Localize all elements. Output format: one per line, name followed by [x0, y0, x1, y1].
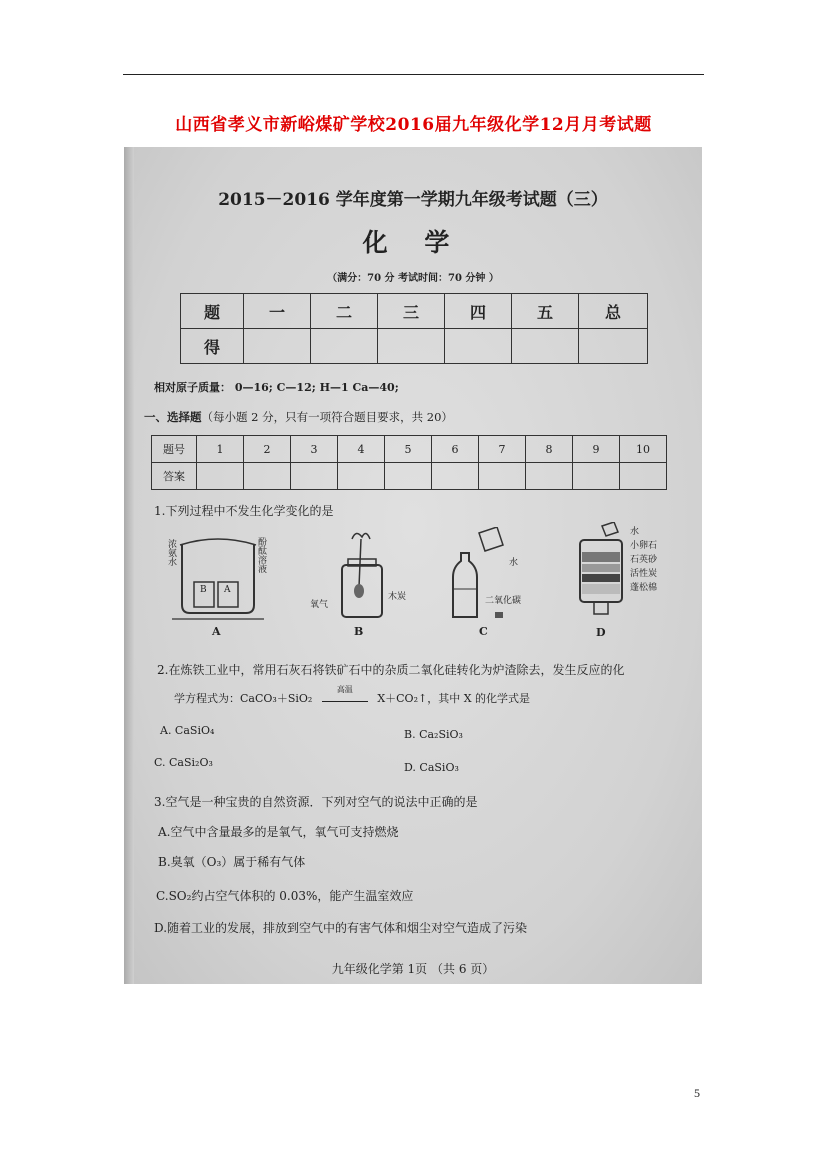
fig-c-label: C	[479, 625, 488, 638]
answer-table	[151, 435, 667, 490]
exam-page-footer: 九年级化学第 1页 （共 6 页）	[331, 962, 495, 976]
score-cell: 总	[579, 294, 648, 329]
question-2-line-1: 2.在炼铁工业中，常用石灰石将铁矿石中的杂质二氧化硅转化为炉渣除去，发生反应的化	[157, 663, 625, 677]
fig-d-item: 石英砂	[630, 555, 658, 565]
exam-photo	[124, 147, 702, 984]
q2-option-a: A. CaSiO₄	[160, 724, 215, 737]
exam-info: （满分：70 分 考试时间：70 分钟 ）	[327, 273, 499, 284]
answer-cell: 8	[526, 436, 573, 463]
header-rule	[123, 74, 704, 75]
answer-blank	[197, 463, 244, 490]
fig-d-item: 蓬松棉	[630, 583, 658, 593]
q2-option-b: B. Ca₂SiO₃	[404, 728, 463, 741]
q2-option-d: D. CaSiO₃	[404, 761, 459, 774]
question-2-line-2	[174, 685, 531, 706]
score-cell: 得	[181, 329, 244, 364]
document-title: 山西省孝义市新峪煤矿学校2016届九年级化学12月月考试题	[175, 115, 652, 135]
question-1: 1.下列过程中不发生化学变化的是	[154, 504, 334, 518]
q3-option-d: D.随着工业的发展，排放到空气中的有害气体和烟尘对空气造成了污染	[154, 921, 528, 935]
fig-c-water-text: 水	[509, 558, 519, 568]
fig-d-label: D	[596, 626, 606, 639]
atomic-mass-line: 相对原子质量： 0—16; C—12; H—1 Ca—40;	[154, 381, 399, 394]
score-table-header-row	[181, 294, 648, 329]
figure-c	[439, 527, 549, 642]
answer-cell: 答案	[152, 463, 197, 490]
section-1-title	[144, 409, 453, 425]
answer-blank	[338, 463, 385, 490]
score-cell: 四	[445, 294, 512, 329]
fig-d-item: 活性炭	[630, 569, 658, 579]
exam-subject: 化 学	[362, 228, 464, 257]
score-cell: 题	[181, 294, 244, 329]
fig-b-label: B	[354, 625, 364, 638]
answer-cell: 5	[385, 436, 432, 463]
section-1-note: （每小题 2 分，只有一项符合题目要求，共 20）	[201, 410, 453, 424]
answer-cell: 9	[573, 436, 620, 463]
score-table	[180, 293, 648, 364]
fig-c-co2-text: 二氧化碳	[485, 596, 522, 606]
score-table-score-row	[181, 329, 648, 364]
score-blank	[311, 329, 378, 364]
answer-table-answer-row	[152, 463, 667, 490]
answer-blank	[385, 463, 432, 490]
figure-d	[564, 522, 694, 642]
jar-diagram	[304, 527, 424, 627]
score-blank	[244, 329, 311, 364]
answer-blank	[573, 463, 620, 490]
score-cell: 一	[244, 294, 311, 329]
fig-a-left-text: 水	[168, 558, 178, 568]
fig-a-inner-a: A	[224, 585, 231, 595]
figure-b	[304, 527, 424, 642]
answer-cell: 3	[291, 436, 338, 463]
exam-heading: 2015－2016 学年度第一学期九年级考试题（三）	[218, 190, 608, 210]
q2-condition: 高温	[336, 685, 353, 694]
q3-option-b: B.臭氧（O₃）属于稀有气体	[158, 855, 306, 869]
fig-a-left-text: 浓	[168, 540, 178, 550]
score-cell: 五	[512, 294, 579, 329]
fig-a-right-text: 酚	[258, 538, 268, 548]
fig-d-item: 水	[630, 527, 640, 537]
score-cell: 三	[378, 294, 445, 329]
fig-a-right-text: 溶	[258, 556, 268, 566]
section-1-label: 一、选择题	[144, 410, 202, 424]
score-blank	[445, 329, 512, 364]
answer-blank	[244, 463, 291, 490]
q2-equation-post: X＋CO₂↑，其中 X 的化学式是	[377, 692, 531, 705]
fig-a-right-text: 液	[258, 565, 268, 575]
q2-option-c: C. CaSi₂O₃	[154, 756, 213, 769]
filter-diagram	[564, 522, 694, 628]
score-blank	[378, 329, 445, 364]
answer-blank	[479, 463, 526, 490]
score-blank	[579, 329, 648, 364]
fig-d-item: 小卵石	[630, 541, 658, 551]
fig-b-left-text: 氧气	[310, 600, 329, 610]
page-number: 5	[694, 1086, 700, 1100]
answer-cell: 10	[620, 436, 667, 463]
answer-cell: 4	[338, 436, 385, 463]
answer-cell: 1	[197, 436, 244, 463]
answer-cell: 6	[432, 436, 479, 463]
fig-a-inner-b: B	[200, 585, 207, 595]
fig-a-left-text: 氨	[168, 549, 178, 559]
q2-equation-pre: 学方程式为：CaCO₃＋SiO₂	[174, 692, 313, 705]
fig-a-right-text: 酞	[258, 547, 268, 557]
q2-arrow	[322, 685, 368, 702]
fig-b-right-text: 木炭	[388, 592, 407, 602]
answer-blank	[620, 463, 667, 490]
question-3: 3.空气是一种宝贵的自然资源．下列对空气的说法中正确的是	[154, 795, 478, 809]
answer-blank	[291, 463, 338, 490]
q3-option-c: C.SO₂约占空气体积的 0.03%，能产生温室效应	[156, 889, 414, 903]
answer-table-header-row	[152, 436, 667, 463]
figure-a	[154, 527, 284, 642]
score-blank	[512, 329, 579, 364]
answer-cell: 题号	[152, 436, 197, 463]
answer-blank	[526, 463, 573, 490]
fig-a-label: A	[212, 625, 221, 638]
q3-option-a: A.空气中含量最多的是氧气，氧气可支持燃烧	[158, 825, 399, 839]
score-cell: 二	[311, 294, 378, 329]
answer-cell: 2	[244, 436, 291, 463]
answer-blank	[432, 463, 479, 490]
answer-cell: 7	[479, 436, 526, 463]
bottle-diagram	[439, 527, 549, 627]
